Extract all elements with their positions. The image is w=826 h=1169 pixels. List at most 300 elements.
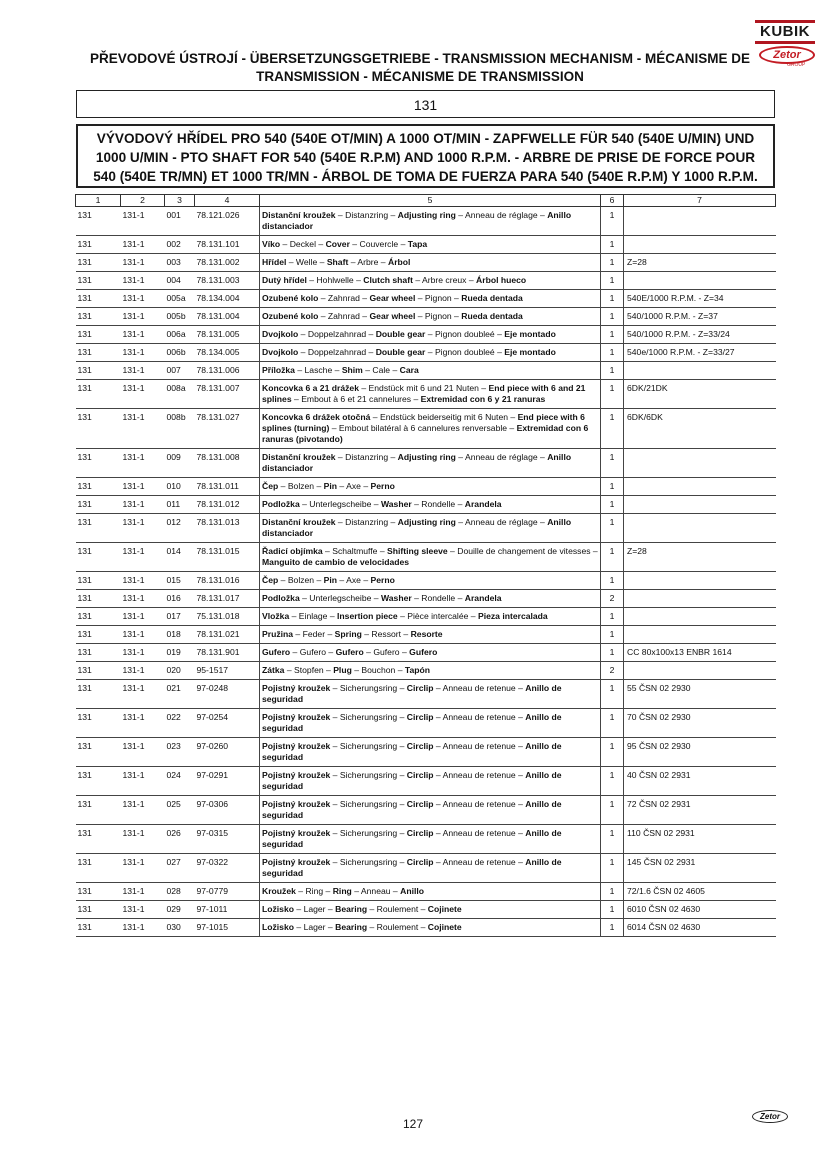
table-row: [76, 514, 776, 543]
name-fr: Gufero: [373, 647, 400, 657]
name-de: Distanzring: [345, 517, 389, 527]
subgroup-cell: 131-1: [121, 854, 165, 883]
subgroup-cell: 131-1: [121, 796, 165, 825]
column-header-6: 6: [601, 195, 624, 207]
part-number-cell: 78.134.004: [195, 290, 260, 308]
name-fr: Arbre: [357, 257, 379, 267]
name-fr: Rondelle: [421, 593, 456, 603]
name-cz: Zátka: [262, 665, 285, 675]
name-cz: Gufero: [262, 647, 291, 657]
name-fr: Anneau de retenue: [442, 683, 516, 693]
name-de: Lager: [303, 922, 326, 932]
group-cell: 131: [76, 854, 121, 883]
name-fr: Anneau de retenue: [442, 712, 516, 722]
table-row: [76, 680, 776, 709]
group-cell: 131: [76, 572, 121, 590]
description-cell: Pojistný kroužek – Sicherungsring – Circlip – Anneau de retenue – Anillo de seguridad: [260, 680, 601, 709]
name-de: Sicherungsring: [339, 712, 398, 722]
description-cell: Gufero – Gufero – Gufero – Gufero – Gufero: [260, 644, 601, 662]
position-cell: 005a: [165, 290, 195, 308]
quantity-cell: 2: [601, 662, 624, 680]
table-row: [76, 883, 776, 901]
quantity-cell: 1: [601, 608, 624, 626]
page-title-line-2: TRANSMISSION - MÉCANISME DE TRANSMISSION: [256, 69, 584, 84]
position-cell: 008a: [165, 380, 195, 409]
table-row: [76, 326, 776, 344]
description-cell: Pojistný kroužek – Sicherungsring – Circlip – Anneau de retenue – Anillo de seguridad: [260, 709, 601, 738]
table-row: [76, 709, 776, 738]
part-number-cell: 78.131.002: [195, 254, 260, 272]
note-cell: 540E/1000 R.P.M. - Z=34: [624, 290, 776, 308]
name-cz: Distanční kroužek: [262, 517, 336, 527]
note-cell: Z=28: [624, 543, 776, 572]
subgroup-cell: 131-1: [121, 626, 165, 644]
quantity-cell: 1: [601, 449, 624, 478]
name-en: End piece with 6 splines (turning): [262, 412, 585, 433]
table-row: [76, 478, 776, 496]
name-en: Clutch shaft: [363, 275, 413, 285]
name-fr: Douille de changement de vitesses: [457, 546, 591, 556]
name-fr: Axe: [346, 481, 361, 491]
name-en: Gufero: [335, 647, 364, 657]
part-number-cell: 78.131.005: [195, 326, 260, 344]
name-de: Sicherungsring: [339, 770, 398, 780]
name-en: Circlip: [406, 683, 434, 693]
part-number-cell: 78.121.026: [195, 207, 260, 236]
group-cell: 131: [76, 272, 121, 290]
position-cell: 009: [165, 449, 195, 478]
name-en: Cover: [325, 239, 350, 249]
table-row: [76, 662, 776, 680]
quantity-cell: 1: [601, 919, 624, 937]
part-number-cell: 95-1517: [195, 662, 260, 680]
group-cell: 131: [76, 514, 121, 543]
quantity-cell: 1: [601, 272, 624, 290]
note-cell: 540/1000 R.P.M. - Z=33/24: [624, 326, 776, 344]
subgroup-cell: 131-1: [121, 572, 165, 590]
position-cell: 002: [165, 236, 195, 254]
name-en: Adjusting ring: [397, 517, 456, 527]
logo-group-text: GROUP: [787, 62, 806, 68]
quantity-cell: 1: [601, 514, 624, 543]
subgroup-cell: 131-1: [121, 308, 165, 326]
name-de: Zahnrad: [327, 293, 360, 303]
quantity-cell: 1: [601, 644, 624, 662]
subgroup-cell: 131-1: [121, 207, 165, 236]
description-cell: Pojistný kroužek – Sicherungsring – Circlip – Anneau de retenue – Anillo de seguridad: [260, 825, 601, 854]
name-en: Spring: [334, 629, 362, 639]
note-cell: 540e/1000 R.P.M. - Z=33/27: [624, 344, 776, 362]
name-cz: Ložisko: [262, 922, 294, 932]
note-cell: [624, 662, 776, 680]
subgroup-cell: 131-1: [121, 449, 165, 478]
name-de: Zahnrad: [327, 311, 360, 321]
quantity-cell: 1: [601, 680, 624, 709]
name-cz: Dutý hřídel: [262, 275, 307, 285]
description-cell: Čep – Bolzen – Pin – Axe – Perno: [260, 572, 601, 590]
name-cz: Dvojkolo: [262, 347, 299, 357]
description-cell: Víko – Deckel – Cover – Couvercle – Tapa: [260, 236, 601, 254]
note-cell: [624, 362, 776, 380]
description-cell: Čep – Bolzen – Pin – Axe – Perno: [260, 478, 601, 496]
position-cell: 023: [165, 738, 195, 767]
parts-table-header: [76, 195, 776, 207]
table-row: [76, 290, 776, 308]
table-row: [76, 272, 776, 290]
quantity-cell: 1: [601, 380, 624, 409]
name-cz: Pružina: [262, 629, 294, 639]
name-es: Tapa: [407, 239, 428, 249]
group-cell: 131: [76, 626, 121, 644]
name-de: Sicherungsring: [339, 828, 398, 838]
group-cell: 131: [76, 901, 121, 919]
note-cell: [624, 590, 776, 608]
position-cell: 029: [165, 901, 195, 919]
name-en: Circlip: [406, 770, 434, 780]
description-cell: Pojistný kroužek – Sicherungsring – Circlip – Anneau de retenue – Anillo de seguridad: [260, 767, 601, 796]
part-number-cell: 78.131.013: [195, 514, 260, 543]
group-cell: 131: [76, 662, 121, 680]
name-de: Einlage: [298, 611, 328, 621]
column-header-5: 5: [260, 195, 601, 207]
name-es: Rueda dentada: [461, 293, 523, 303]
name-es: Cojinete: [427, 922, 462, 932]
quantity-cell: 1: [601, 572, 624, 590]
description-cell: Ozubené kolo – Zahnrad – Gear wheel – Pignon – Rueda dentada: [260, 290, 601, 308]
name-es: Perno: [370, 575, 395, 585]
description-cell: Příložka – Lasche – Shim – Cale – Cara: [260, 362, 601, 380]
name-fr: Couvercle: [359, 239, 399, 249]
name-de: Bolzen: [287, 481, 315, 491]
subgroup-cell: 131-1: [121, 680, 165, 709]
name-en: Adjusting ring: [397, 452, 456, 462]
position-cell: 017: [165, 608, 195, 626]
table-row: [76, 344, 776, 362]
name-fr: Rondelle: [421, 499, 456, 509]
name-de: Doppelzahnrad: [307, 347, 367, 357]
name-de: Distanzring: [345, 452, 389, 462]
name-en: End piece with 6 and 21 splines: [262, 383, 586, 404]
part-number-cell: 78.131.003: [195, 272, 260, 290]
name-de: Stopfen: [294, 665, 324, 675]
column-header-7: 7: [624, 195, 776, 207]
description-cell: Dvojkolo – Doppelzahnrad – Double gear – Pignon doubleé – Eje montado: [260, 344, 601, 362]
group-cell: 131: [76, 796, 121, 825]
position-cell: 007: [165, 362, 195, 380]
name-cz: Vložka: [262, 611, 290, 621]
name-cz: Koncovka 6 drážek otočná: [262, 412, 371, 422]
group-description-box: VÝVODOVÝ HŘÍDEL PRO 540 (540E OT/MIN) A 1000 OT/MIN - ZAPFWELLE FÜR 540 (540E U/MIN) UND 1000 U/MIN - PTO SHAFT FOR 540 (540E R.P.M) AND 1000 R.P.M. - ARBRE DE PRISE DE FORCE POUR 540 (540E TR/MN) ET 1000 TR/MN - ÁRBOL DE TOMA DE FUERZA PARA 540 (540E R.P.M) Y 1000 R.P.M.: [76, 124, 775, 188]
name-en: Shaft: [326, 257, 349, 267]
quantity-cell: 1: [601, 344, 624, 362]
subgroup-cell: 131-1: [121, 236, 165, 254]
group-cell: 131: [76, 290, 121, 308]
name-fr: Cale: [372, 365, 391, 375]
quantity-cell: 1: [601, 543, 624, 572]
name-es: Resorte: [410, 629, 443, 639]
part-number-cell: 97-0315: [195, 825, 260, 854]
description-cell: Pojistný kroužek – Sicherungsring – Circlip – Anneau de retenue – Anillo de seguridad: [260, 796, 601, 825]
name-de: Unterlegscheibe: [309, 499, 372, 509]
description-cell: Distanční kroužek – Distanzring – Adjusting ring – Anneau de réglage – Anillo distanciador: [260, 207, 601, 236]
note-cell: [624, 626, 776, 644]
quantity-cell: 1: [601, 901, 624, 919]
name-en: Washer: [380, 499, 412, 509]
name-es: Gufero: [409, 647, 438, 657]
note-cell: [624, 207, 776, 236]
quantity-cell: 1: [601, 825, 624, 854]
note-cell: 145 ČSN 02 2931: [624, 854, 776, 883]
name-es: Árbol: [387, 257, 411, 267]
subgroup-cell: 131-1: [121, 738, 165, 767]
name-en: Gear wheel: [369, 311, 416, 321]
name-es: Eje montado: [504, 329, 556, 339]
position-cell: 030: [165, 919, 195, 937]
subgroup-cell: 131-1: [121, 409, 165, 449]
name-es: Extremidad con 6 y 21 ranuras: [420, 394, 546, 404]
note-cell: [624, 449, 776, 478]
name-en: Plug: [333, 665, 352, 675]
column-header-1: 1: [76, 195, 121, 207]
note-cell: 72 ČSN 02 2931: [624, 796, 776, 825]
name-de: Deckel: [289, 239, 316, 249]
description-cell: Ložisko – Lager – Bearing – Roulement – Cojinete: [260, 919, 601, 937]
name-cz: Podložka: [262, 593, 300, 603]
table-row: [76, 543, 776, 572]
name-es: Anillo de seguridad: [262, 799, 562, 820]
name-cz: Podložka: [262, 499, 300, 509]
subgroup-cell: 131-1: [121, 254, 165, 272]
position-cell: 015: [165, 572, 195, 590]
parts-table-body: [76, 207, 776, 937]
name-cz: Příložka: [262, 365, 295, 375]
table-row: [76, 236, 776, 254]
name-de: Endstück mit 6 und 21 Nuten: [368, 383, 479, 393]
description-cell: Podložka – Unterlegscheibe – Washer – Rondelle – Arandela: [260, 496, 601, 514]
position-cell: 003: [165, 254, 195, 272]
name-fr: Anneau de réglage: [465, 210, 538, 220]
part-number-cell: 97-0254: [195, 709, 260, 738]
subgroup-cell: 131-1: [121, 514, 165, 543]
name-fr: Anneau de retenue: [442, 799, 516, 809]
name-fr: Anneau: [360, 886, 391, 896]
name-es: Rueda dentada: [461, 311, 523, 321]
zetor-logo-text: Zetor: [759, 46, 815, 64]
table-row: [76, 767, 776, 796]
zetor-footer-logo: Zetor: [752, 1110, 788, 1123]
group-cell: 131: [76, 326, 121, 344]
position-cell: 027: [165, 854, 195, 883]
table-row: [76, 626, 776, 644]
description-cell: Vložka – Einlage – Insertion piece – Pièce intercalée – Pieza intercalada: [260, 608, 601, 626]
position-cell: 026: [165, 825, 195, 854]
position-cell: 016: [165, 590, 195, 608]
note-cell: 70 ČSN 02 2930: [624, 709, 776, 738]
group-cell: 131: [76, 608, 121, 626]
name-de: Feder: [302, 629, 326, 639]
note-cell: CC 80x100x13 ENBR 1614: [624, 644, 776, 662]
part-number-cell: 78.131.017: [195, 590, 260, 608]
part-number-cell: 78.131.004: [195, 308, 260, 326]
name-en: Gear wheel: [369, 293, 416, 303]
quantity-cell: 1: [601, 478, 624, 496]
group-number-box: 131: [76, 90, 775, 118]
name-de: Ring: [305, 886, 324, 896]
table-row: [76, 449, 776, 478]
description-cell: Pružina – Feder – Spring – Ressort – Resorte: [260, 626, 601, 644]
note-cell: [624, 496, 776, 514]
group-cell: 131: [76, 362, 121, 380]
column-header-4: 4: [195, 195, 260, 207]
group-cell: 131: [76, 254, 121, 272]
subgroup-cell: 131-1: [121, 709, 165, 738]
note-cell: 110 ČSN 02 2931: [624, 825, 776, 854]
name-en: Circlip: [406, 857, 434, 867]
part-number-cell: 78.131.015: [195, 543, 260, 572]
table-row: [76, 207, 776, 236]
name-en: Bearing: [335, 922, 368, 932]
name-es: Extremidad con 6 ranuras (pivotando): [262, 423, 589, 444]
quantity-cell: 1: [601, 290, 624, 308]
name-es: Pieza intercalada: [477, 611, 548, 621]
name-de: Sicherungsring: [339, 857, 398, 867]
name-cz: Pojistný kroužek: [262, 857, 331, 867]
quantity-cell: 2: [601, 590, 624, 608]
name-de: Sicherungsring: [339, 799, 398, 809]
part-number-cell: 78.131.011: [195, 478, 260, 496]
note-cell: [624, 572, 776, 590]
table-row: [76, 308, 776, 326]
note-cell: 6014 ČSN 02 4630: [624, 919, 776, 937]
name-fr: Roulement: [376, 904, 419, 914]
subgroup-cell: 131-1: [121, 608, 165, 626]
name-es: Perno: [370, 481, 395, 491]
name-fr: Pignon: [424, 293, 452, 303]
name-es: Anillo de seguridad: [262, 828, 562, 849]
group-cell: 131: [76, 207, 121, 236]
part-number-cell: 78.131.101: [195, 236, 260, 254]
name-de: Welle: [295, 257, 318, 267]
name-es: Anillo: [400, 886, 424, 896]
name-en: Ring: [332, 886, 352, 896]
description-cell: Hřídel – Welle – Shaft – Arbre – Árbol: [260, 254, 601, 272]
subgroup-cell: 131-1: [121, 344, 165, 362]
part-number-cell: 97-0260: [195, 738, 260, 767]
part-number-cell: 78.131.016: [195, 572, 260, 590]
subgroup-cell: 131-1: [121, 326, 165, 344]
name-fr: Embout à 6 et 21 cannelures: [301, 394, 412, 404]
name-cz: Čep: [262, 481, 279, 491]
subgroup-cell: 131-1: [121, 590, 165, 608]
name-de: Distanzring: [345, 210, 389, 220]
part-number-cell: 78.131.012: [195, 496, 260, 514]
column-header-3: 3: [165, 195, 195, 207]
group-cell: 131: [76, 543, 121, 572]
note-cell: 95 ČSN 02 2930: [624, 738, 776, 767]
subgroup-cell: 131-1: [121, 543, 165, 572]
position-cell: 025: [165, 796, 195, 825]
group-cell: 131: [76, 409, 121, 449]
page-title: [70, 50, 770, 86]
name-de: Bolzen: [287, 575, 315, 585]
quantity-cell: 1: [601, 236, 624, 254]
position-cell: 004: [165, 272, 195, 290]
name-de: Doppelzahnrad: [307, 329, 367, 339]
name-es: Arandela: [464, 593, 502, 603]
position-cell: 005b: [165, 308, 195, 326]
name-fr: Anneau de réglage: [465, 517, 538, 527]
name-fr: Anneau de réglage: [465, 452, 538, 462]
group-cell: 131: [76, 590, 121, 608]
group-cell: 131: [76, 478, 121, 496]
position-cell: 019: [165, 644, 195, 662]
quantity-cell: 1: [601, 854, 624, 883]
name-cz: Ložisko: [262, 904, 294, 914]
parts-table: [75, 194, 776, 937]
subgroup-cell: 131-1: [121, 662, 165, 680]
description-cell: Distanční kroužek – Distanzring – Adjusting ring – Anneau de réglage – Anillo distanciador: [260, 514, 601, 543]
group-cell: 131: [76, 496, 121, 514]
note-cell: 55 ČSN 02 2930: [624, 680, 776, 709]
quantity-cell: 1: [601, 767, 624, 796]
name-de: Unterlegscheibe: [309, 593, 372, 603]
position-cell: 006b: [165, 344, 195, 362]
name-fr: Arbre creux: [422, 275, 467, 285]
table-row: [76, 380, 776, 409]
note-cell: 6DK/21DK: [624, 380, 776, 409]
name-en: Washer: [380, 593, 412, 603]
name-cz: Víko: [262, 239, 281, 249]
name-en: Pin: [323, 575, 338, 585]
name-es: Arandela: [464, 499, 502, 509]
note-cell: 40 ČSN 02 2931: [624, 767, 776, 796]
name-cz: Distanční kroužek: [262, 210, 336, 220]
name-de: Sicherungsring: [339, 741, 398, 751]
position-cell: 022: [165, 709, 195, 738]
subgroup-cell: 131-1: [121, 478, 165, 496]
subgroup-cell: 131-1: [121, 825, 165, 854]
quantity-cell: 1: [601, 626, 624, 644]
name-cz: Koncovka 6 a 21 drážek: [262, 383, 359, 393]
name-en: Double gear: [375, 329, 426, 339]
note-cell: [624, 272, 776, 290]
name-es: Cojinete: [427, 904, 462, 914]
table-row: [76, 409, 776, 449]
name-cz: Pojistný kroužek: [262, 712, 331, 722]
position-cell: 011: [165, 496, 195, 514]
quantity-cell: 1: [601, 496, 624, 514]
position-cell: 010: [165, 478, 195, 496]
position-cell: 006a: [165, 326, 195, 344]
name-fr: Anneau de retenue: [442, 857, 516, 867]
name-fr: Roulement: [376, 922, 419, 932]
quantity-cell: 1: [601, 254, 624, 272]
position-cell: 024: [165, 767, 195, 796]
name-cz: Pojistný kroužek: [262, 828, 331, 838]
name-en: Insertion piece: [337, 611, 398, 621]
name-en: Circlip: [406, 828, 434, 838]
position-cell: 020: [165, 662, 195, 680]
quantity-cell: 1: [601, 326, 624, 344]
group-cell: 131: [76, 883, 121, 901]
name-en: Circlip: [406, 712, 434, 722]
page-title-line-1: PŘEVODOVÉ ÚSTROJÍ - ÜBERSETZUNGSGETRIEBE - TRANSMISSION MECHANISM - MÉCANISME DE: [89, 51, 751, 66]
name-es: Anillo distanciador: [262, 210, 572, 231]
part-number-cell: 78.131.027: [195, 409, 260, 449]
part-number-cell: 97-1011: [195, 901, 260, 919]
table-row: [76, 901, 776, 919]
quantity-cell: 1: [601, 796, 624, 825]
